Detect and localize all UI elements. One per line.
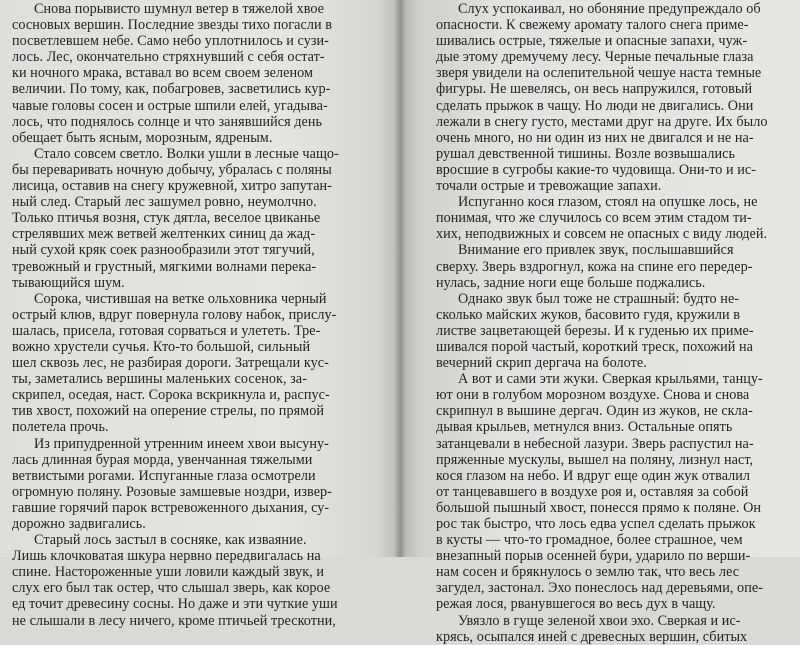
text-line: шивался порой частый, короткий треск, похожий на [436,338,754,355]
text-line: ют они в голубом морозном воздухе. Снова и снова [436,387,750,404]
text-line: крясь, осыпался иней с древесных вершин, сбитых [436,628,748,645]
text-line: Лишь клочковатая шкура нервно передвигалась на [12,548,321,565]
text-line: посветлевшем небе. Само небо уплотнилось и сузи- [12,33,329,50]
text-line: большой пышный хвост, понесся прямо к поляне. Он [436,499,762,516]
text-line: величии. По тому, как, побагровев, засветились кур- [12,81,331,98]
text-line: скрипнул в вышине дергач. Один из жуков, не скла- [436,403,753,420]
text-line: Увязло в гуще зеленой хвои эхо. Сверкая и ис- [458,612,741,629]
text-line: Слух успокаивал, но обоняние предупреждало об [458,1,761,17]
text-line: лось, что поднялось солнце и что занявшийся день [12,113,323,130]
text-line: внезапный порыв осенней бури, ударило по верши- [436,548,751,565]
left-page [0,0,400,629]
text-line: очень много, но ни один из них не двигался и не на- [436,129,754,146]
text-line: вожно хрустели сучья. Кто-то большой, сильный [12,338,311,355]
text-line: тив хвост, похожий на оперение стрелы, по прямой [12,403,324,420]
text-line: шивались острые, тяжелые и опасные запахи, чуж- [436,33,748,50]
text-line: шел сквозь лес, не разбирая дороги. Затрещали кус- [12,355,329,372]
text-line: Стало совсем светло. Волки ушли в лесные чащо- [34,145,339,162]
right-page [400,0,800,645]
text-line: кося глазом на небо. И вдруг еще один жук отвалил [436,467,751,484]
text-line: от танцевавшего в воздухе роя и, оставляя за собой [436,483,749,500]
text-line: ный сухой кряк соек разнообразили этот тягучий, [12,242,315,259]
text-line: гавшие горячий парок встревоженного дыхания, су- [12,499,330,516]
text-line: вечерний скрип дергача на болоте. [436,355,647,372]
text-line: тывающийся шум. [12,274,125,291]
text-line: ты, заметались вершины маленьких сосенок, за- [12,371,307,388]
text-line: Только птичья возня, стук дятла, веселое цвиканье [12,210,321,227]
text-line: опасности. К свежему аромату талого снега приме- [436,17,749,34]
text-line: загудел, застонал. Эхо понеслось над деревьями, опе- [436,580,763,597]
text-line: обещает быть ясным, морозным, ядреным. [12,129,273,146]
text-line: в кусты — что-то громадное, более страшное, чем [436,532,743,549]
text-line: лась длинная бурая морда, увенчанная тяжелыми [12,451,313,468]
book-gutter [394,0,406,557]
text-line: фигуры. Не шевелясь, он весь напружился, готовый [436,81,753,98]
text-line: сделать прыжок в чащу. Но люди не двигались. Они [436,97,754,114]
text-line: лисица, оставив на снегу кружевной, хитро запутан- [12,178,332,195]
text-line: слух его был так остер, что слышал зверь, как корое [12,580,331,597]
text-line: стрелявших меж ветвей желтенких синиц да жад- [12,226,316,243]
text-line: рос так быстро, что лось едва успел сделать прыжок [436,516,756,532]
text-line: сосновых вершин. Последние звезды тихо погасли в [12,17,332,34]
text-line: листве зацветающей березы. И к гуденью их приме- [436,322,754,339]
text-line: ки ночного мрака, вставал во всем своем зеленом [12,65,314,82]
text-line: острый клюв, вдруг повернула голову набок, прислу- [12,306,337,323]
text-line: зверя увидели на ослепительной чешуе наста темные [436,65,762,82]
text-line: Старый лось застыл в сосняке, как изваяние. [34,532,307,549]
text-line: лось. Лес, окончательно стряхнувший с себя остат- [12,49,325,66]
text-line: Сорока, чистившая на ветке ольховника черный [34,290,327,307]
text-line: сколько майских жуков, басовито гудя, кружили в [436,306,740,323]
text-line: нулась, задние ноги еще больше поджались. [436,274,706,291]
text-line: ветвистыми рогами. Испуганные глаза осмотрели [12,467,316,484]
text-line: Внимание его привлек звук, послышавшийся [458,242,734,259]
text-line: пряженные мускулы, вышел на поляну, лизнул наст, [436,451,754,468]
text-line: Испуганно кося глазом, стоял на опушке лось, не [458,194,758,211]
text-line: понимая, что же случилось со всем этим стадом ти- [436,210,752,227]
text-line: режая лося, рванувшегося во весь дух в чащу. [436,596,716,613]
text-line: дые этому дремучему лесу. Черные печальные глаза [436,49,754,66]
text-line: дывая крыльев, метнулся вниз. Остальные опять [436,419,733,436]
text-line: сверху. Зверь вздрогнул, кожа на спине его передер- [436,258,753,275]
text-line: ный след. Старый лес зашумел ровно, неумолчно. [12,194,317,211]
text-line: чавые головы сосен и острые шпили елей, угадыва- [12,97,328,114]
text-line: ед точит древесину сосны. Но даже и эти чуткие уши [12,596,338,613]
text-line: бы переваривать ночную добычу, убралась с поляны [12,161,332,178]
text-line: тревожный и грустный, мягкими волнами перека- [12,258,317,275]
text-line: спине. Настороженные уши ловили каждый звук, и [12,564,325,581]
text-line: хих, неподвижных и совсем не опасных с виду людей. [436,226,768,243]
text-line: рушал девственной тишины. Возле возвышались [436,145,736,162]
text-line: скрипел, оседая, наст. Сорока вскрикнула и, распус- [12,387,330,404]
text-line: лежали в снегу густо, местами друг на друге. Их было [436,113,768,130]
text-line: Снова порывисто шумнул ветер в тяжелой хвое [34,1,325,17]
text-line: огромную поляну. Розовые замшевые ноздри, извер- [12,483,332,500]
text-line: полетела прочь. [12,419,109,436]
text-line: затанцевали в небесной лазури. Зверь распустил на- [436,435,754,452]
text-line: вросшие в сугробы какие-то чудовища. Они-то и ис- [436,161,757,178]
text-line: шалась, присела, готовая сорваться и улететь. Тре- [12,322,321,339]
text-line: Однако звук был тоже не страшный: будто не- [458,290,740,307]
text-line: нам сосен и брякнулось о землю так, что весь лес [436,564,740,581]
text-line: дорожно задвигались. [12,516,146,532]
text-line: точали острые и тревожащие запахи. [436,178,662,195]
text-line: не слышали в лесу ничего, кроме птичьей трескотни, [12,612,336,629]
text-line: А вот и сами эти жуки. Сверкая крыльями, танцу- [458,371,763,388]
text-line: Из припудренной утренним инеем хвои высуну- [34,435,329,452]
